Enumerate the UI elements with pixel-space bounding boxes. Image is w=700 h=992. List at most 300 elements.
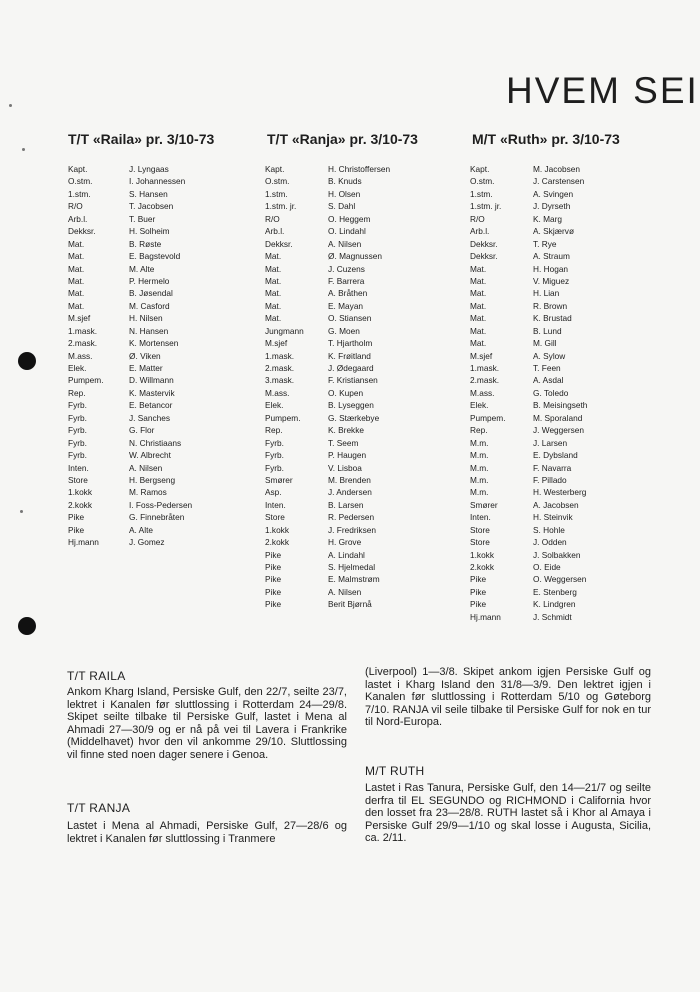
crew-name: E. Mayan (328, 300, 364, 311)
crew-role: Pike (265, 586, 282, 597)
crew-role: Pike (470, 599, 487, 610)
crew-role: Pumpem. (68, 375, 104, 386)
crew-name: G. Toledo (533, 387, 569, 398)
crew-row (68, 437, 192, 449)
crew-row (265, 474, 390, 486)
crew-name: J. Lyngaas (129, 164, 169, 174)
crew-role: 2.kokk (68, 499, 92, 510)
crew-row (265, 449, 390, 461)
crew-row (265, 250, 390, 262)
crew-name: J. Fredriksen (328, 524, 376, 535)
crew-name: P. Haugen (328, 450, 367, 461)
crew-role: Kapt. (68, 164, 88, 174)
crew-role: Mat. (68, 238, 85, 249)
crew-role: Store (68, 474, 88, 485)
crew-role: Pike (470, 574, 487, 585)
crew-role: Dekksr. (265, 238, 293, 249)
crew-role: 1.mask. (470, 363, 500, 373)
crew-role: Jungmann (265, 325, 304, 336)
crew-role: Mat. (265, 251, 282, 262)
crew-role: Fyrb. (68, 412, 87, 423)
crew-role: R/O (265, 213, 280, 224)
crew-name: E. Bagstevold (129, 251, 181, 262)
crew-row (470, 188, 587, 200)
crew-role: Hj.mann (470, 611, 501, 622)
crew-name: N. Hansen (129, 325, 169, 336)
crew-row (68, 536, 192, 548)
crew-name: T. Jacobsen (129, 201, 174, 212)
crew-name: B. Knuds (328, 176, 362, 187)
crew-row (470, 611, 587, 623)
crew-role: Mat. (470, 313, 487, 324)
crew-row (68, 175, 192, 187)
crew-name: O. Heggem (328, 213, 371, 224)
crew-row (265, 598, 390, 610)
crew-role: 1.stm. (470, 188, 493, 199)
crew-row (470, 287, 587, 299)
crew-role: Mat. (470, 275, 487, 286)
crew-row (470, 561, 587, 573)
crew-role: Mat. (265, 313, 282, 324)
crew-row (265, 412, 390, 424)
crew-role: M.ass. (68, 350, 93, 361)
crew-row (265, 511, 390, 523)
crew-name: H. Bergseng (129, 474, 176, 485)
crew-role: O.stm. (265, 176, 290, 187)
crew-role: 1.stm. (68, 188, 91, 199)
crew-role: Fyrb. (68, 400, 87, 411)
crew-row (265, 549, 390, 561)
scan-speck (9, 104, 12, 107)
ruth-crew-title: M/T «Ruth» pr. 3/10-73 (472, 131, 620, 147)
crew-name: M. Jacobsen (533, 164, 581, 174)
crew-row (470, 238, 587, 250)
crew-role: Rep. (470, 425, 488, 436)
crew-name: A. Jacobsen (533, 499, 579, 510)
crew-name: K. Marg (533, 213, 563, 224)
crew-name: H. Lian (533, 288, 560, 299)
crew-role: Inten. (68, 462, 89, 473)
crew-name: F. Navarra (533, 462, 572, 473)
crew-row (265, 337, 390, 349)
crew-name: M. Gill (533, 338, 557, 349)
crew-row (68, 499, 192, 511)
crew-name: J. Andersen (328, 487, 372, 498)
crew-row (68, 163, 192, 175)
crew-name: B. Røste (129, 238, 162, 249)
crew-row (68, 325, 192, 337)
crew-role: Store (265, 512, 285, 523)
crew-name: A. Lindahl (328, 549, 365, 560)
crew-name: T. Feen (533, 363, 561, 373)
crew-row (470, 486, 587, 498)
crew-name: M. Ramos (129, 487, 167, 498)
crew-role: M.m. (470, 450, 489, 461)
crew-role: Arb.l. (470, 226, 490, 237)
crew-row (470, 312, 587, 324)
crew-name: J. Ødegaard (328, 363, 374, 373)
crew-role: Elek. (68, 363, 87, 373)
crew-role: Pike (470, 586, 487, 597)
crew-role: O.stm. (470, 176, 495, 187)
crew-row (470, 424, 587, 436)
crew-row (265, 362, 390, 374)
crew-name: H. Steinvik (533, 512, 573, 523)
crew-name: B. Jøsendal (129, 288, 173, 299)
crew-name: J. Dyrseth (533, 201, 571, 212)
crew-row (265, 462, 390, 474)
crew-row (470, 474, 587, 486)
crew-row (265, 561, 390, 573)
crew-role: 2.kokk (470, 562, 494, 572)
crew-row (265, 200, 390, 212)
crew-role: Arb.l. (68, 213, 88, 224)
crew-name: F. Kristiansen (328, 375, 378, 386)
crew-role: Fyrb. (265, 450, 284, 461)
crew-role: Inten. (470, 512, 491, 523)
crew-role: Kapt. (265, 164, 285, 174)
crew-name: J. Sanches (129, 412, 171, 423)
raila-crew-title: T/T «Raila» pr. 3/10-73 (68, 131, 215, 147)
crew-row (265, 312, 390, 324)
crew-name: A. Sylow (533, 350, 566, 361)
crew-role: 2.mask. (470, 375, 500, 386)
crew-role: Fyrb. (265, 462, 284, 473)
crew-role: Mat. (470, 288, 487, 299)
crew-row (470, 213, 587, 225)
crew-name: K. Mortensen (129, 338, 179, 349)
crew-role: 3.mask. (265, 375, 295, 386)
crew-row (265, 238, 390, 250)
crew-row (68, 287, 192, 299)
crew-row (470, 300, 587, 312)
crew-name: A. Bråthen (328, 288, 368, 299)
crew-role: Dekksr. (470, 238, 498, 249)
crew-row (68, 337, 192, 349)
crew-name: H. Olsen (328, 188, 361, 199)
crew-row (470, 598, 587, 610)
crew-role: Kapt. (470, 164, 490, 174)
crew-name: H. Grove (328, 537, 362, 548)
crew-name: N. Christiaans (129, 437, 182, 448)
crew-role: Rep. (265, 425, 283, 436)
crew-name: A. Alte (129, 524, 153, 535)
crew-role: Store (470, 537, 490, 548)
crew-name: H. Westerberg (533, 487, 587, 498)
crew-row (265, 175, 390, 187)
raila-crew-list (68, 163, 192, 549)
crew-role: Pumpem. (470, 412, 506, 423)
crew-role: M.sjef (68, 313, 91, 324)
ranja-report-text: Lastet i Mena al Ahmadi, Persiske Gulf, 27—28/6 og lektret i Kanalen før sluttlossing i Tranmere (67, 820, 347, 845)
crew-row (68, 524, 192, 536)
crew-name: H. Christoffersen (328, 164, 391, 174)
crew-role: Mat. (470, 263, 487, 274)
crew-name: G. Finnebråten (129, 512, 185, 523)
crew-row (68, 374, 192, 386)
crew-row (68, 474, 192, 486)
crew-name: I. Johannessen (129, 176, 186, 187)
crew-row (265, 188, 390, 200)
crew-name: R. Brown (533, 300, 568, 311)
crew-row (470, 374, 587, 386)
crew-name: T. Seem (328, 437, 359, 448)
crew-row (265, 374, 390, 386)
crew-name: J. Gomez (129, 537, 165, 548)
ruth-crew-list (470, 163, 587, 623)
crew-name: O. Eide (533, 562, 561, 572)
crew-name: O. Stiansen (328, 313, 372, 324)
crew-name: W. Albrecht (129, 450, 171, 461)
crew-row (68, 213, 192, 225)
crew-row (470, 586, 587, 598)
crew-row (265, 573, 390, 585)
crew-row (68, 399, 192, 411)
crew-role: Mat. (68, 251, 85, 262)
raila-report-text: Ankom Kharg Island, Persiske Gulf, den 22/7, seilte 23/7, lektret i Kanalen før sluttlossing i Rotterdam 24—29/8. Skipet seilte tilbake til Persiske Gulf, lastet i Mena al Ahmadi 27—30/9 og er nå på vei til Lavera i Frankrike (Middelhavet) hvor den vil ankomme 29/10. Sluttlossing vil finne sted noen dager senere i Genoa. (67, 686, 347, 761)
crew-row (68, 263, 192, 275)
ruth-report-text: Lastet i Ras Tanura, Persiske Gulf, den 14—21/7 og seilte derfra til EL SEGUNDO og RICHMOND i California hvor den losset fra 23—28/8. RUTH lastet så i Khor al Amaya i Persiske Gulf 29/9—1/10 og skal losse i Augusta, Sicilia, ca. 2/11. (365, 782, 651, 845)
crew-name: O. Weggersen (533, 574, 587, 585)
crew-role: Mat. (265, 300, 282, 311)
crew-row (470, 275, 587, 287)
crew-row (68, 225, 192, 237)
crew-role: Dekksr. (470, 251, 498, 262)
crew-role: Pike (68, 512, 85, 523)
crew-row (470, 250, 587, 262)
crew-row (470, 225, 587, 237)
crew-row (68, 275, 192, 287)
crew-name: E. Dybsland (533, 450, 578, 461)
crew-name: J. Weggersen (533, 425, 585, 436)
crew-row (265, 263, 390, 275)
crew-name: A. Nilsen (328, 238, 362, 249)
crew-role: 1.kokk (68, 487, 92, 498)
crew-name: V. Lisboa (328, 462, 362, 473)
crew-role: Hj.mann (68, 537, 99, 548)
crew-role: M.m. (470, 474, 489, 485)
ranja-crew-title: T/T «Ranja» pr. 3/10-73 (267, 131, 418, 147)
crew-role: Pike (68, 524, 85, 535)
crew-role: Mat. (470, 300, 487, 311)
crew-name: R. Pedersen (328, 512, 375, 523)
crew-row (265, 586, 390, 598)
crew-name: F. Pillado (533, 474, 567, 485)
crew-row (68, 250, 192, 262)
crew-role: Pike (265, 574, 282, 585)
crew-row (470, 387, 587, 399)
crew-role: Pike (265, 562, 282, 572)
crew-name: K. Brekke (328, 425, 364, 436)
crew-name: M. Sporaland (533, 412, 583, 423)
crew-row (68, 412, 192, 424)
crew-role: Mat. (470, 338, 487, 349)
crew-role: R/O (470, 213, 485, 224)
crew-name: B. Larsen (328, 499, 364, 510)
crew-row (470, 350, 587, 362)
crew-name: H. Nilsen (129, 313, 163, 324)
ruth-report-title: M/T RUTH (365, 764, 425, 778)
crew-role: Mat. (68, 263, 85, 274)
crew-name: J. Carstensen (533, 176, 585, 187)
crew-row (470, 511, 587, 523)
crew-role: 1.stm. jr. (265, 201, 297, 212)
crew-row (470, 524, 587, 536)
crew-row (470, 549, 587, 561)
crew-name: B. Lund (533, 325, 562, 336)
crew-row (470, 263, 587, 275)
crew-role: Dekksr. (68, 226, 96, 237)
crew-role: Elek. (265, 400, 284, 411)
crew-row (68, 188, 192, 200)
crew-role: Asp. (265, 487, 282, 498)
crew-name: O. Lindahl (328, 226, 366, 237)
crew-name: G. Flor (129, 425, 155, 436)
crew-name: B. Meisingseth (533, 400, 588, 411)
crew-name: T. Buer (129, 213, 156, 224)
crew-role: M.m. (470, 487, 489, 498)
crew-row (68, 424, 192, 436)
ranja-report-continuation: (Liverpool) 1—3/8. Skipet ankom igjen Persiske Gulf og lastet i Kharg Island den 31/8—3/9. Den lektret igjen i Kanalen før sluttlossing i Rotterdam 5/10 og Gøteborg 7/10. RANJA vil seile tilbake til Persiske Gulf for nok en tur til Nord-Europa. (365, 666, 651, 729)
crew-role: Fyrb. (68, 437, 87, 448)
crew-row (265, 300, 390, 312)
crew-role: Fyrb. (265, 437, 284, 448)
crew-role: Mat. (68, 275, 85, 286)
crew-name: E. Betancor (129, 400, 173, 411)
crew-role: 1.mask. (265, 350, 295, 361)
scan-speck (22, 148, 25, 151)
crew-role: 1.kokk (470, 549, 494, 560)
crew-role: 1.kokk (265, 524, 289, 535)
crew-name: Berit Bjørnå (328, 599, 372, 610)
crew-row (470, 573, 587, 585)
raila-report-title: T/T RAILA (67, 669, 126, 683)
crew-name: E. Matter (129, 363, 163, 373)
crew-row (265, 536, 390, 548)
crew-role: 2.kokk (265, 537, 289, 548)
crew-role: Pike (265, 549, 282, 560)
crew-name: H. Hogan (533, 263, 569, 274)
crew-row (265, 213, 390, 225)
crew-row (470, 337, 587, 349)
crew-role: 2.mask. (68, 338, 98, 349)
crew-name: K. Brustad (533, 313, 572, 324)
crew-row (68, 300, 192, 312)
crew-name: Ø. Magnussen (328, 251, 382, 262)
crew-name: I. Foss-Pedersen (129, 499, 193, 510)
crew-name: Ø. Viken (129, 350, 161, 361)
crew-row (68, 200, 192, 212)
crew-name: S. Hansen (129, 188, 168, 199)
crew-row (265, 524, 390, 536)
crew-role: 2.mask. (265, 363, 295, 373)
crew-name: O. Kupen (328, 387, 364, 398)
crew-name: G. Moen (328, 325, 360, 336)
crew-role: Smører (470, 499, 498, 510)
crew-name: G. Stærkebye (328, 412, 380, 423)
crew-row (470, 163, 587, 175)
crew-role: Pumpem. (265, 412, 301, 423)
crew-row (265, 325, 390, 337)
crew-role: Store (470, 524, 490, 535)
crew-row (68, 462, 192, 474)
crew-row (265, 437, 390, 449)
crew-row (68, 387, 192, 399)
crew-role: Mat. (470, 325, 487, 336)
crew-name: J. Solbakken (533, 549, 581, 560)
ranja-report-title: T/T RANJA (67, 801, 131, 815)
crew-role: Mat. (265, 275, 282, 286)
crew-role: Elek. (470, 400, 489, 411)
crew-name: A. Svingen (533, 188, 574, 199)
crew-role: M.sjef (265, 338, 288, 349)
crew-role: Inten. (265, 499, 286, 510)
crew-role: Fyrb. (68, 425, 87, 436)
crew-name: T. Hjartholm (328, 338, 373, 349)
crew-role: 1.stm. jr. (470, 201, 502, 212)
crew-role: 1.stm. (265, 188, 288, 199)
crew-role: Mat. (68, 300, 85, 311)
crew-row (470, 399, 587, 411)
crew-name: J. Cuzens (328, 263, 365, 274)
crew-role: M.ass. (470, 387, 495, 398)
crew-role: R/O (68, 201, 83, 212)
crew-role: Rep. (68, 387, 86, 398)
crew-name: D. Willmann (129, 375, 174, 386)
crew-name: P. Hermelo (129, 275, 170, 286)
crew-row (265, 424, 390, 436)
crew-row (68, 238, 192, 250)
crew-row (68, 312, 192, 324)
crew-row (68, 449, 192, 461)
crew-name: H. Solheim (129, 226, 170, 237)
crew-row (470, 462, 587, 474)
crew-name: E. Stenberg (533, 586, 577, 597)
crew-name: M. Casford (129, 300, 170, 311)
ranja-crew-list (265, 163, 390, 611)
crew-role: Mat. (265, 263, 282, 274)
crew-role: M.m. (470, 437, 489, 448)
crew-role: M.sjef (470, 350, 493, 361)
crew-name: A. Straum (533, 251, 570, 262)
crew-name: J. Larsen (533, 437, 568, 448)
crew-role: 1.mask. (68, 325, 98, 336)
crew-name: A. Nilsen (328, 586, 362, 597)
crew-name: S. Hjelmedal (328, 562, 376, 572)
crew-name: F. Barrera (328, 275, 365, 286)
crew-row (265, 486, 390, 498)
crew-name: M. Alte (129, 263, 155, 274)
crew-name: K. Frøitland (328, 350, 371, 361)
crew-row (470, 175, 587, 187)
crew-name: V. Miguez (533, 275, 570, 286)
crew-row (265, 350, 390, 362)
crew-row (470, 200, 587, 212)
crew-role: Mat. (68, 288, 85, 299)
crew-row (265, 163, 390, 175)
crew-name: A. Asdal (533, 375, 564, 386)
crew-row (470, 499, 587, 511)
crew-row (470, 536, 587, 548)
crew-role: M.ass. (265, 387, 290, 398)
page-heading: HVEM SEI (506, 70, 699, 111)
crew-role: Mat. (265, 288, 282, 299)
crew-row (470, 362, 587, 374)
crew-name: K. Mastervik (129, 387, 175, 398)
crew-row (265, 399, 390, 411)
crew-row (265, 499, 390, 511)
punch-hole-mark (18, 352, 36, 370)
